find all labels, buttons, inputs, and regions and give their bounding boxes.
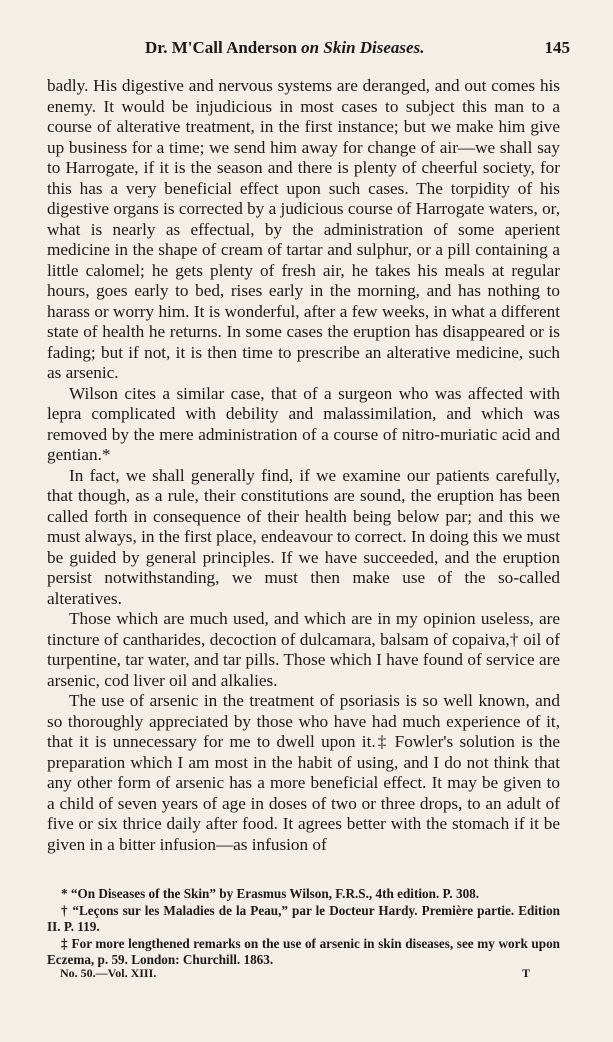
footnotes xyxy=(47,886,560,969)
paragraph: In fact, we shall generally find, if we examine our patients carefully, that though, as a rule, their constitutions are sound, the eruption has been called forth in consequence of their health being below par; and this we must always, in the first place, endeavour to correct. In doing this we must be guided by general principles. If we have succeeded, and the eruption persist notwithstanding, we must then make use of the so-called alteratives. xyxy=(47,465,560,608)
signature-line xyxy=(60,966,530,984)
footnote: ‡ For more lengthened remarks on the use of arsenic in skin diseases, see my work upon Eczema, p. 59. London: Churchill. 1863. xyxy=(47,935,560,967)
running-title-on: on xyxy=(301,38,320,57)
running-title-topic: Skin Diseases. xyxy=(323,38,425,57)
signature-mark: T xyxy=(521,966,530,980)
paragraph: badly. His digestive and nervous systems are deranged, and out comes his enemy. It would be injudicious in most cases to subject this man to a course of alterative treatment, in the first instance; but we make him give up business for a time; we send him away for change of air—we shall say to Harrogate, if it is the season and there is plenty of cheerful society, for this has a very beneficial effect upon such cases. The torpidity of his digestive organs is corrected by a judicious course of Harrogate waters, or, what is nearly as effectual, by the administration of some aperient medicine in the shape of cream of tartar and sulphur, or a pill containing a little calomel; he gets plenty of fresh air, he takes his meals at regular hours, goes early to bed, rises early in the morning, and has nothing to harass or worry him. It is wonderful, after a few weeks, in what a different state of health he returns. In some cases the eruption has disappeared or is fading; but if not, it is then time to prescribe an alterative medicine, such as arsenic. xyxy=(47,76,561,382)
page-header xyxy=(40,38,570,62)
page-number: 145 xyxy=(544,38,570,57)
running-title-author: Dr. M'Call Anderson xyxy=(145,38,297,57)
body-text xyxy=(47,76,560,855)
volume-signature: No. 50.—Vol. XIII. xyxy=(60,966,157,980)
footnote: † “Leçons sur les Maladies de la Peau,” par le Docteur Hardy. Première partie. Edition II. P. 119. xyxy=(47,902,560,934)
paragraph: Those which are much used, and which are in my opinion useless, are tincture of cantharides, decoction of dulcamara, balsam of copaiva,† oil of turpentine, tar water, and tar pills. Those which I have found of service are arsenic, cod liver oil and alkalies. xyxy=(47,609,560,690)
footnote: * “On Diseases of the Skin” by Erasmus Wilson, F.R.S., 4th edition. P. 308. xyxy=(61,886,480,901)
running-title xyxy=(145,38,424,58)
paragraph: Wilson cites a similar case, that of a surgeon who was affected with lepra complicated with debility and malassimilation, and which was removed by the mere administration of a course of nitro-muriatic acid and gentian.* xyxy=(47,383,560,464)
paragraph: The use of arsenic in the treatment of psoriasis is so well known, and so thoroughly appreciated by those who have had much experience of it, that it is unnecessary for me to dwell upon it.‡ Fowler's solution is the preparation which I am most in the habit of using, and I do not think that any other form of arsenic has a more beneficial effect. It may be given to a child of seven years of age in doses of two or three drops, to an adult of five or six thrice daily after food. It agrees better with the stomach if it be given in a bitter infusion—as infusion of xyxy=(47,691,560,854)
